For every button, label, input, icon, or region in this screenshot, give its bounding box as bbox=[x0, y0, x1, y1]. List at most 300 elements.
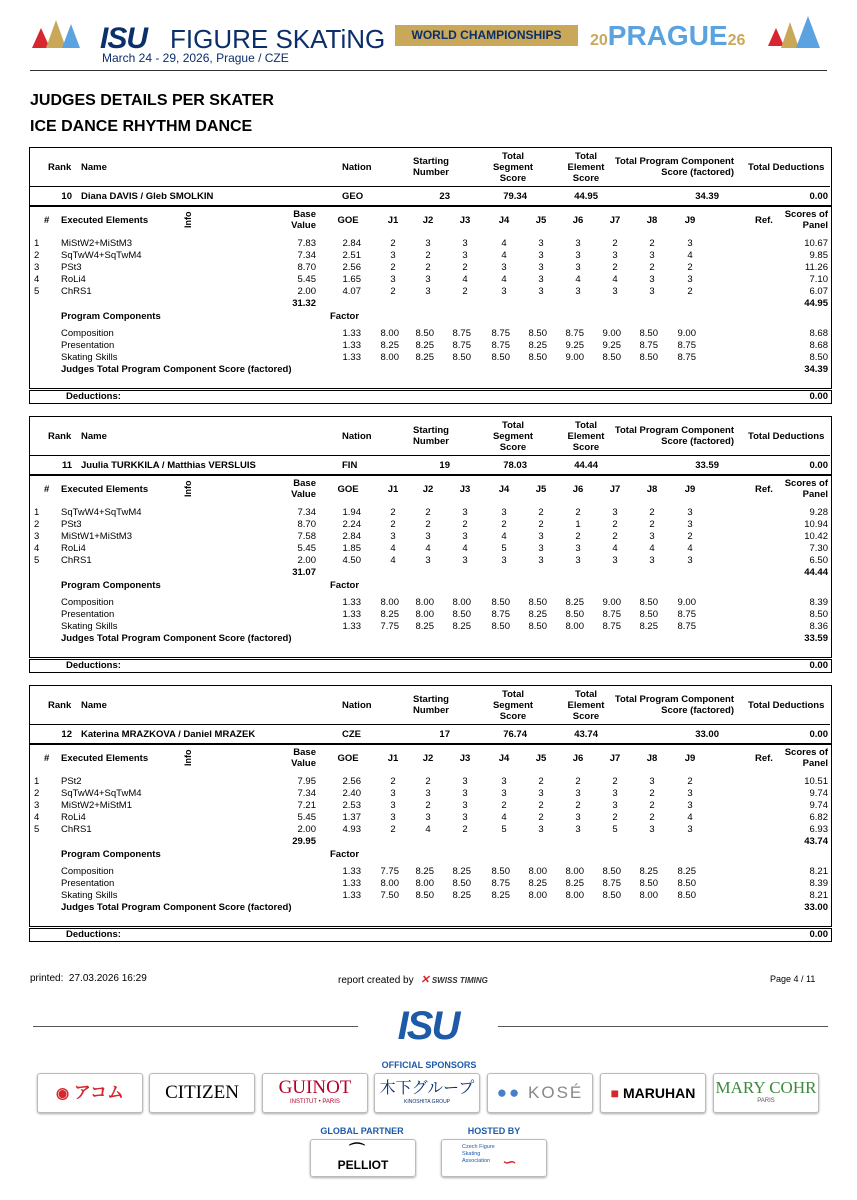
judge-component-mark: 8.50 bbox=[452, 352, 471, 363]
element-score: 7.30 bbox=[809, 543, 828, 554]
element-goe: 2.24 bbox=[342, 519, 361, 530]
component-factor: 1.33 bbox=[342, 890, 361, 901]
element-number: 2 bbox=[34, 788, 40, 799]
judge-goe: 5 bbox=[501, 543, 507, 554]
element-number: 5 bbox=[34, 286, 40, 297]
judge-goe: 3 bbox=[462, 800, 468, 811]
component-factor: 1.33 bbox=[342, 621, 361, 632]
judge-component-mark: 7.75 bbox=[380, 621, 399, 632]
printed-value: 27.03.2026 16:29 bbox=[68, 973, 147, 984]
header-divider bbox=[30, 70, 827, 71]
element-number: 4 bbox=[34, 812, 40, 823]
tpc-header-2: Score (factored) bbox=[661, 436, 734, 447]
judge-goe: 3 bbox=[462, 238, 468, 249]
judge-goe: 3 bbox=[649, 776, 655, 787]
elements-total: 43.74 bbox=[804, 836, 828, 847]
judge-goe: 3 bbox=[575, 824, 581, 835]
judge-header-6: J6 bbox=[572, 484, 584, 495]
element-code: MiStW1+MiStM3 bbox=[61, 531, 132, 542]
judge-goe: 2 bbox=[649, 519, 655, 530]
total-deductions: 0.00 bbox=[809, 191, 828, 202]
starting-header: Starting bbox=[413, 156, 449, 167]
component-factor: 1.33 bbox=[342, 352, 361, 363]
page-number: Page 4 / 11 bbox=[770, 974, 816, 984]
element-number: 3 bbox=[34, 800, 40, 811]
element-code: ChRS1 bbox=[61, 286, 92, 297]
tded-header: Total Deductions bbox=[748, 431, 825, 442]
judge-goe: 2 bbox=[538, 776, 544, 787]
judge-header-3: J3 bbox=[459, 484, 471, 495]
judge-component-mark: 8.00 bbox=[565, 866, 584, 877]
judge-header-7: J7 bbox=[609, 484, 621, 495]
element-goe: 2.84 bbox=[342, 238, 361, 249]
element-number: 1 bbox=[34, 776, 40, 787]
name-header: Name bbox=[81, 162, 107, 173]
element-base-value: 7.34 bbox=[297, 788, 316, 799]
judge-goe: 2 bbox=[538, 812, 544, 823]
judge-header-2: J2 bbox=[422, 484, 434, 495]
judge-goe: 3 bbox=[501, 776, 507, 787]
judge-goe: 3 bbox=[538, 824, 544, 835]
judge-goe: 3 bbox=[538, 250, 544, 261]
judge-header-5: J5 bbox=[535, 215, 547, 226]
rank-header: Rank bbox=[48, 700, 72, 711]
judge-goe: 3 bbox=[612, 250, 618, 261]
judge-header-6: J6 bbox=[572, 753, 584, 764]
judge-goe: 3 bbox=[575, 250, 581, 261]
index-header: # bbox=[44, 484, 50, 495]
component-name: Skating Skills bbox=[61, 890, 118, 901]
total-element-score: 44.44 bbox=[574, 460, 598, 471]
triangle-blue-icon bbox=[62, 24, 80, 48]
judge-goe: 2 bbox=[612, 776, 618, 787]
judge-component-mark: 8.50 bbox=[452, 609, 471, 620]
element-goe: 2.53 bbox=[342, 800, 361, 811]
component-score: 8.68 bbox=[809, 340, 828, 351]
base-value-total: 31.32 bbox=[292, 298, 316, 309]
component-score: 8.21 bbox=[809, 890, 828, 901]
component-name: Composition bbox=[61, 866, 114, 877]
judge-goe: 3 bbox=[425, 238, 431, 249]
factor-header: Factor bbox=[330, 849, 360, 860]
judge-goe: 3 bbox=[612, 555, 618, 566]
judge-goe: 5 bbox=[501, 824, 507, 835]
segment-title: ICE DANCE RHYTHM DANCE bbox=[30, 118, 253, 135]
judge-goe: 3 bbox=[501, 286, 507, 297]
judge-component-mark: 8.25 bbox=[491, 890, 510, 901]
judge-component-mark: 8.50 bbox=[639, 328, 658, 339]
summary-divider bbox=[30, 455, 830, 456]
deductions-label: Deductions: bbox=[66, 391, 121, 402]
judge-goe: 4 bbox=[425, 824, 431, 835]
total-pcs: 34.39 bbox=[695, 191, 719, 202]
judge-header-6: J6 bbox=[572, 215, 584, 226]
element-base-value: 7.34 bbox=[297, 250, 316, 261]
judge-goe: 2 bbox=[649, 507, 655, 518]
prague-logo bbox=[590, 20, 745, 52]
judge-goe: 3 bbox=[575, 543, 581, 554]
tes-header-1: Total bbox=[575, 420, 597, 431]
element-base-value: 8.70 bbox=[297, 262, 316, 273]
judge-component-mark: 8.25 bbox=[415, 352, 434, 363]
factor-header: Factor bbox=[330, 580, 360, 591]
judge-component-mark: 8.00 bbox=[452, 597, 471, 608]
judge-goe: 3 bbox=[538, 788, 544, 799]
element-score: 9.28 bbox=[809, 507, 828, 518]
jtpc-value: 33.59 bbox=[804, 633, 828, 644]
judge-goe: 3 bbox=[538, 274, 544, 285]
judge-goe: 3 bbox=[575, 788, 581, 799]
tpc-header-1: Total Program Component bbox=[614, 694, 734, 705]
judge-goe: 3 bbox=[501, 507, 507, 518]
judge-goe: 3 bbox=[390, 788, 396, 799]
judge-goe: 3 bbox=[390, 800, 396, 811]
starting-header: Starting bbox=[413, 694, 449, 705]
judge-component-mark: 8.00 bbox=[380, 597, 399, 608]
judge-goe: 4 bbox=[649, 543, 655, 554]
judge-component-mark: 8.25 bbox=[528, 609, 547, 620]
judge-header-4: J4 bbox=[498, 753, 510, 764]
base-header: Base bbox=[293, 747, 316, 758]
judge-goe: 3 bbox=[687, 555, 693, 566]
judge-component-mark: 8.25 bbox=[452, 866, 471, 877]
nation-header: Nation bbox=[342, 700, 372, 711]
judge-goe: 3 bbox=[501, 555, 507, 566]
component-name: Skating Skills bbox=[61, 352, 118, 363]
judge-component-mark: 9.00 bbox=[677, 597, 696, 608]
element-score: 9.74 bbox=[809, 800, 828, 811]
judge-goe: 2 bbox=[425, 519, 431, 530]
deductions-value: 0.00 bbox=[809, 391, 828, 402]
judge-goe: 4 bbox=[390, 543, 396, 554]
total-deductions: 0.00 bbox=[809, 460, 828, 471]
index-header: # bbox=[44, 215, 50, 226]
executed-elements-header: Executed Elements bbox=[61, 215, 149, 226]
judge-component-mark: 8.25 bbox=[452, 890, 471, 901]
skater-rank: 10 bbox=[61, 191, 72, 202]
skater-rank: 11 bbox=[61, 460, 72, 471]
judge-goe: 2 bbox=[462, 286, 468, 297]
page-title: JUDGES DETAILS PER SKATER bbox=[30, 92, 274, 109]
component-name: Skating Skills bbox=[61, 621, 118, 632]
tpc-header-1: Total Program Component bbox=[614, 425, 734, 436]
swiss-timing-logo: ✕ SWISS TIMING bbox=[420, 974, 488, 986]
judge-goe: 3 bbox=[575, 812, 581, 823]
judge-goe: 3 bbox=[462, 250, 468, 261]
judge-goe: 3 bbox=[538, 286, 544, 297]
element-code: PSt2 bbox=[61, 776, 82, 787]
judge-goe: 2 bbox=[390, 519, 396, 530]
judge-goe: 2 bbox=[425, 507, 431, 518]
tss-header-2: Segment bbox=[492, 431, 534, 442]
judge-component-mark: 8.50 bbox=[528, 352, 547, 363]
judge-goe: 2 bbox=[501, 519, 507, 530]
skater-nation: GEO bbox=[342, 191, 364, 202]
element-base-value: 5.45 bbox=[297, 812, 316, 823]
scores-of-header: Scores of bbox=[784, 478, 828, 489]
judge-goe: 2 bbox=[538, 519, 544, 530]
rank-header: Rank bbox=[48, 162, 72, 173]
judge-component-mark: 8.75 bbox=[677, 621, 696, 632]
judge-component-mark: 8.25 bbox=[380, 609, 399, 620]
judge-component-mark: 8.25 bbox=[415, 621, 434, 632]
judge-goe: 2 bbox=[390, 238, 396, 249]
pelliot-logo: ⌒ PELLIOT bbox=[310, 1139, 416, 1177]
judge-component-mark: 8.00 bbox=[639, 890, 658, 901]
judge-goe: 2 bbox=[612, 262, 618, 273]
scores-of-header: Scores of bbox=[784, 209, 828, 220]
element-base-value: 7.95 bbox=[297, 776, 316, 787]
isu-footer-logo: ISU bbox=[397, 1004, 459, 1048]
judge-goe: 3 bbox=[649, 274, 655, 285]
judge-goe: 5 bbox=[612, 824, 618, 835]
component-name: Composition bbox=[61, 597, 114, 608]
judge-component-mark: 8.75 bbox=[452, 328, 471, 339]
judge-header-1: J1 bbox=[387, 484, 399, 495]
judge-goe: 2 bbox=[649, 238, 655, 249]
elements-total: 44.95 bbox=[804, 298, 828, 309]
judge-goe: 2 bbox=[390, 262, 396, 273]
tes-header-3: Score bbox=[572, 442, 600, 453]
judge-component-mark: 8.50 bbox=[491, 621, 510, 632]
starting-number: 19 bbox=[439, 460, 450, 471]
judge-component-mark: 8.75 bbox=[452, 340, 471, 351]
sponsor-kinoshita-logo: 木下グループ KINOSHITA GROUP bbox=[374, 1073, 480, 1113]
component-score: 8.36 bbox=[809, 621, 828, 632]
judge-component-mark: 8.25 bbox=[528, 340, 547, 351]
total-segment-score: 79.34 bbox=[503, 191, 527, 202]
judge-goe: 2 bbox=[649, 262, 655, 273]
global-partner-label: GLOBAL PARTNER bbox=[320, 1126, 404, 1136]
judge-component-mark: 8.75 bbox=[491, 878, 510, 889]
number-header: Number bbox=[413, 436, 449, 447]
element-goe: 4.07 bbox=[342, 286, 361, 297]
tss-header-2: Segment bbox=[492, 162, 534, 173]
element-score: 6.93 bbox=[809, 824, 828, 835]
tded-header: Total Deductions bbox=[748, 700, 825, 711]
judge-component-mark: 8.25 bbox=[639, 866, 658, 877]
number-header: Number bbox=[413, 705, 449, 716]
judge-goe: 4 bbox=[462, 274, 468, 285]
judge-goe: 3 bbox=[575, 286, 581, 297]
total-pcs: 33.59 bbox=[695, 460, 719, 471]
total-element-score: 43.74 bbox=[574, 729, 598, 740]
element-score: 10.67 bbox=[804, 238, 828, 249]
judge-goe: 3 bbox=[390, 274, 396, 285]
judge-goe: 3 bbox=[538, 531, 544, 542]
nation-header: Nation bbox=[342, 162, 372, 173]
component-score: 8.39 bbox=[809, 597, 828, 608]
judge-component-mark: 8.75 bbox=[677, 340, 696, 351]
judge-goe: 2 bbox=[687, 262, 693, 273]
element-code: MiStW2+MiStM1 bbox=[61, 800, 132, 811]
deductions-label: Deductions: bbox=[66, 929, 121, 940]
base-value-total: 31.07 bbox=[292, 567, 316, 578]
deductions-frame bbox=[29, 928, 832, 942]
judge-component-mark: 8.00 bbox=[565, 621, 584, 632]
judge-component-mark: 8.25 bbox=[565, 597, 584, 608]
world-championships-badge: WORLD CHAMPIONSHIPS bbox=[395, 25, 578, 46]
judge-goe: 3 bbox=[501, 788, 507, 799]
element-code: RoLi4 bbox=[61, 812, 86, 823]
component-score: 8.21 bbox=[809, 866, 828, 877]
element-goe: 1.94 bbox=[342, 507, 361, 518]
element-goe: 4.93 bbox=[342, 824, 361, 835]
judge-header-1: J1 bbox=[387, 215, 399, 226]
component-name: Composition bbox=[61, 328, 114, 339]
judge-component-mark: 8.25 bbox=[415, 340, 434, 351]
sponsor-citizen-logo: CITIZEN bbox=[149, 1073, 255, 1113]
component-factor: 1.33 bbox=[342, 878, 361, 889]
base-header: Base bbox=[293, 209, 316, 220]
judge-component-mark: 8.75 bbox=[491, 609, 510, 620]
skater-name: Diana DAVIS / Gleb SMOLKIN bbox=[81, 191, 214, 202]
ref-header: Ref. bbox=[755, 753, 773, 764]
total-element-score: 44.95 bbox=[574, 191, 598, 202]
tded-header: Total Deductions bbox=[748, 162, 825, 173]
tss-header-1: Total bbox=[502, 420, 524, 431]
judge-component-mark: 8.50 bbox=[565, 609, 584, 620]
judge-component-mark: 8.75 bbox=[491, 328, 510, 339]
judge-goe: 2 bbox=[612, 238, 618, 249]
judge-goe: 4 bbox=[501, 238, 507, 249]
judge-goe: 3 bbox=[425, 812, 431, 823]
starting-number: 23 bbox=[439, 191, 450, 202]
judge-component-mark: 8.50 bbox=[528, 621, 547, 632]
judge-goe: 3 bbox=[687, 824, 693, 835]
judge-goe: 2 bbox=[649, 788, 655, 799]
judge-goe: 2 bbox=[687, 531, 693, 542]
base-header: Base bbox=[293, 478, 316, 489]
judge-goe: 3 bbox=[612, 286, 618, 297]
jtpc-value: 33.00 bbox=[804, 902, 828, 913]
deductions-value: 0.00 bbox=[809, 660, 828, 671]
judge-header-7: J7 bbox=[609, 215, 621, 226]
judge-component-mark: 8.50 bbox=[677, 878, 696, 889]
tpc-header-2: Score (factored) bbox=[661, 705, 734, 716]
judge-goe: 3 bbox=[462, 555, 468, 566]
sponsor-mary-cohr-logo: MARY COHR PARIS bbox=[713, 1073, 819, 1113]
nation-header: Nation bbox=[342, 431, 372, 442]
judge-goe: 2 bbox=[501, 800, 507, 811]
executed-elements-header: Executed Elements bbox=[61, 753, 149, 764]
judge-component-mark: 8.50 bbox=[602, 352, 621, 363]
deductions-frame bbox=[29, 659, 832, 673]
tss-header-2: Segment bbox=[492, 700, 534, 711]
elements-total: 44.44 bbox=[804, 567, 828, 578]
report-created-label: report created by bbox=[338, 975, 414, 986]
component-name: Presentation bbox=[61, 878, 115, 889]
tes-header-3: Score bbox=[572, 173, 600, 184]
component-score: 8.50 bbox=[809, 352, 828, 363]
judge-goe: 4 bbox=[687, 812, 693, 823]
judge-header-1: J1 bbox=[387, 753, 399, 764]
component-score: 8.50 bbox=[809, 609, 828, 620]
judge-component-mark: 8.50 bbox=[639, 597, 658, 608]
judge-goe: 2 bbox=[538, 800, 544, 811]
official-sponsors-label: OFFICIAL SPONSORS bbox=[381, 1060, 477, 1070]
judge-goe: 2 bbox=[612, 519, 618, 530]
component-score: 8.39 bbox=[809, 878, 828, 889]
judge-goe: 3 bbox=[462, 507, 468, 518]
element-goe: 1.37 bbox=[342, 812, 361, 823]
component-factor: 1.33 bbox=[342, 597, 361, 608]
tss-header-1: Total bbox=[502, 689, 524, 700]
judge-component-mark: 8.25 bbox=[415, 866, 434, 877]
element-number: 4 bbox=[34, 274, 40, 285]
element-code: RoLi4 bbox=[61, 274, 86, 285]
event-dates: March 24 - 29, 2026, Prague / CZE bbox=[102, 51, 289, 65]
executed-elements-header: Executed Elements bbox=[61, 484, 149, 495]
judge-header-7: J7 bbox=[609, 753, 621, 764]
element-code: ChRS1 bbox=[61, 824, 92, 835]
tpc-header-2: Score (factored) bbox=[661, 167, 734, 178]
element-number: 1 bbox=[34, 507, 40, 518]
value-header: Value bbox=[291, 489, 316, 500]
judge-header-2: J2 bbox=[422, 215, 434, 226]
judge-goe: 2 bbox=[649, 800, 655, 811]
tes-header-1: Total bbox=[575, 689, 597, 700]
judge-goe: 3 bbox=[501, 262, 507, 273]
judge-goe: 2 bbox=[612, 531, 618, 542]
judge-goe: 3 bbox=[425, 788, 431, 799]
judge-component-mark: 8.00 bbox=[415, 609, 434, 620]
element-base-value: 2.00 bbox=[297, 555, 316, 566]
goe-header: GOE bbox=[337, 753, 359, 764]
judge-goe: 3 bbox=[687, 788, 693, 799]
judge-goe: 3 bbox=[462, 776, 468, 787]
judge-component-mark: 8.50 bbox=[491, 866, 510, 877]
element-number: 1 bbox=[34, 238, 40, 249]
element-base-value: 2.00 bbox=[297, 286, 316, 297]
year-suffix: 26 bbox=[727, 32, 746, 49]
judge-component-mark: 9.00 bbox=[677, 328, 696, 339]
judge-goe: 3 bbox=[649, 824, 655, 835]
element-goe: 1.85 bbox=[342, 543, 361, 554]
element-number: 2 bbox=[34, 250, 40, 261]
total-segment-score: 78.03 bbox=[503, 460, 527, 471]
info-header: Info bbox=[183, 749, 193, 766]
element-number: 4 bbox=[34, 543, 40, 554]
judge-component-mark: 8.50 bbox=[528, 597, 547, 608]
judge-component-mark: 8.50 bbox=[639, 609, 658, 620]
czech-association-logo: Czech Figure Skating Association ∽ bbox=[441, 1139, 547, 1177]
footer-rule-left bbox=[33, 1026, 358, 1027]
jtpc-label: Judges Total Program Component Score (factored) bbox=[61, 633, 292, 644]
judge-goe: 3 bbox=[612, 507, 618, 518]
ref-header: Ref. bbox=[755, 484, 773, 495]
element-goe: 1.65 bbox=[342, 274, 361, 285]
deductions-label: Deductions: bbox=[66, 660, 121, 671]
judge-component-mark: 8.00 bbox=[528, 866, 547, 877]
element-score: 11.26 bbox=[804, 262, 828, 273]
element-base-value: 8.70 bbox=[297, 519, 316, 530]
judge-header-2: J2 bbox=[422, 753, 434, 764]
number-header: Number bbox=[413, 167, 449, 178]
judge-goe: 4 bbox=[501, 531, 507, 542]
judge-component-mark: 8.50 bbox=[528, 328, 547, 339]
judge-goe: 2 bbox=[612, 812, 618, 823]
judge-goe: 2 bbox=[390, 507, 396, 518]
tes-header-2: Element bbox=[567, 700, 605, 711]
tes-header-3: Score bbox=[572, 711, 600, 722]
skater-name: Katerina MRAZKOVA / Daniel MRAZEK bbox=[81, 729, 256, 740]
isu-logo-text: ISU bbox=[100, 22, 148, 55]
element-code: PSt3 bbox=[61, 262, 82, 273]
element-base-value: 7.58 bbox=[297, 531, 316, 542]
tpc-header-1: Total Program Component bbox=[614, 156, 734, 167]
element-score: 10.94 bbox=[804, 519, 828, 530]
